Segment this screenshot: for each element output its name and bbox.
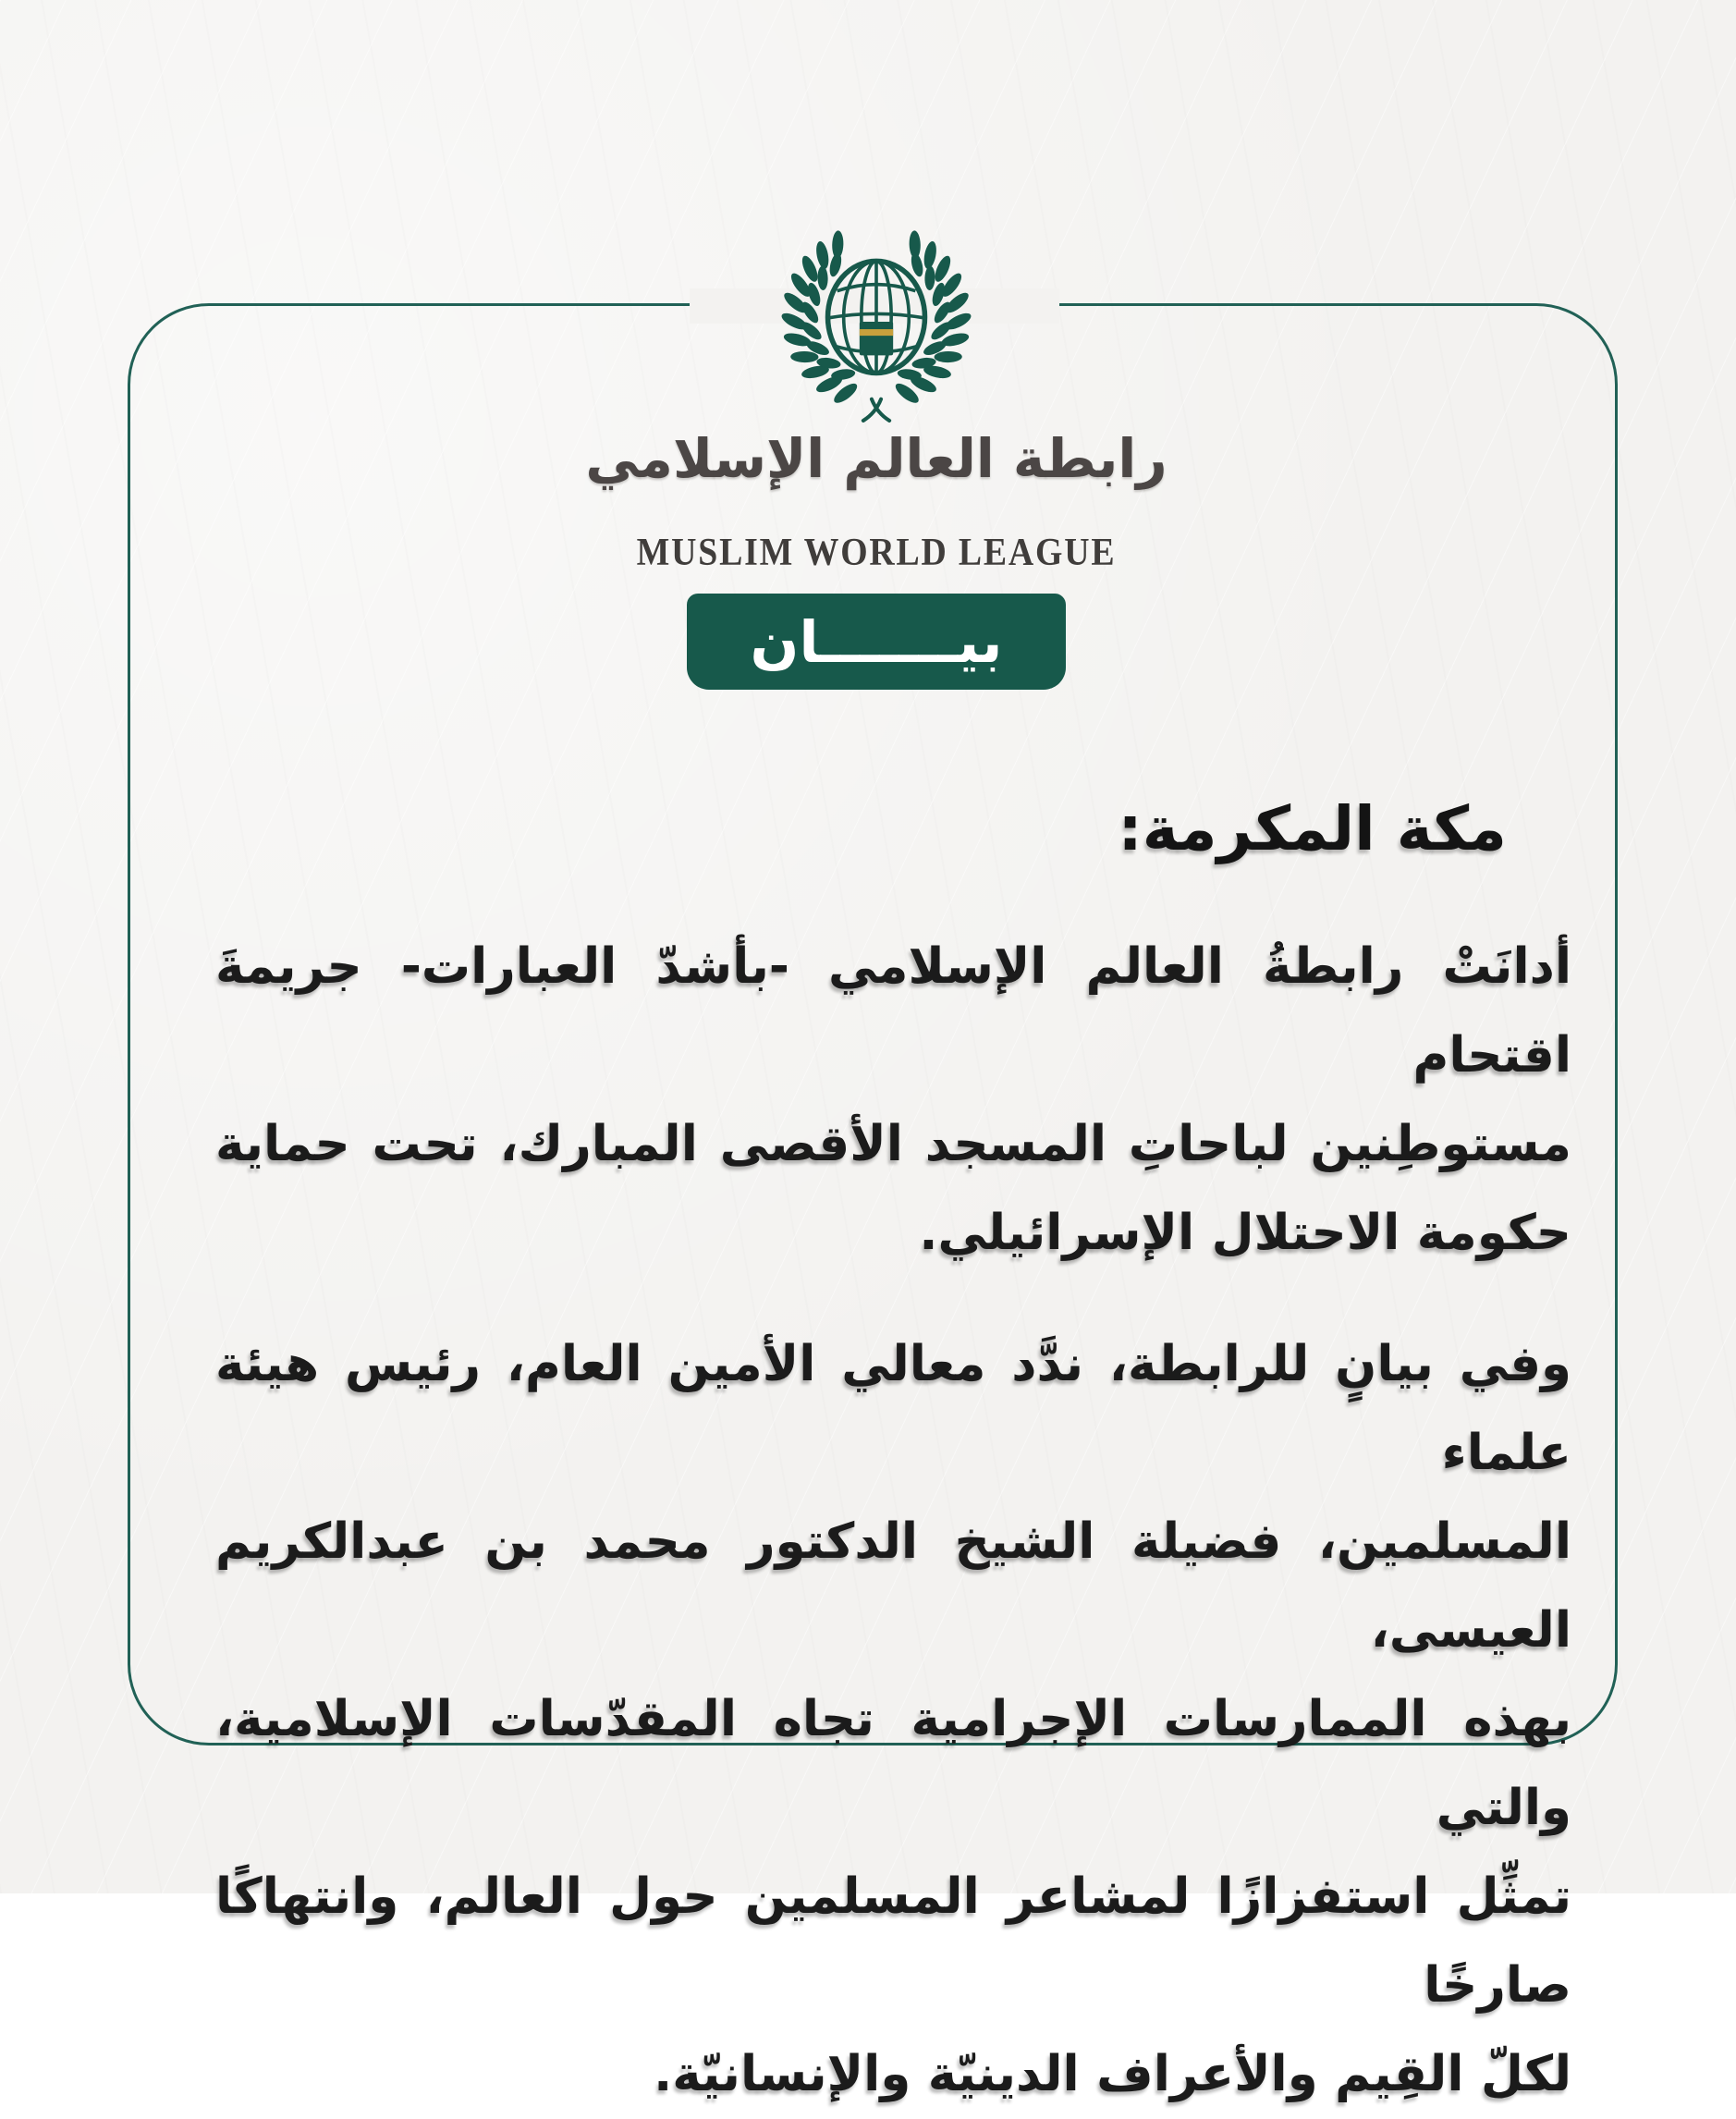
paragraph-line: مستوطِنين لباحاتِ المسجد الأقصى المبارك، تحت حماية [215,1116,1571,1172]
logo-latin-name: MUSLIM WORLD LEAGUE [636,532,1117,574]
city-heading: مكة المكرمة: [1118,793,1507,864]
paragraph-line: بهذه الممارسات الإجرامية تجاه المقدّسات الإسلامية، والتي [215,1691,1571,1836]
statement-paragraph [215,1320,1571,2119]
statement-banner [687,594,1066,690]
globe-icon [828,261,925,373]
paragraph-line: أدانَتْ رابطةُ العالم الإسلامي -بأشدّ العبارات- جريمةَ اقتحام [215,938,1571,1084]
banner-label: بيـــــــان [750,607,1003,676]
logo-arabic-calligraphy: رابطة العالم الإسلامي [585,427,1168,490]
paragraph-line: المسلمين، فضيلة الشيخ الدكتور محمد بن عبدالكريم العيسى، [215,1513,1571,1659]
paragraph-line: وفي بيانٍ للرابطة، ندَّد معالي الأمين العام، رئيس هيئة علماء [215,1336,1571,1481]
statement-paragraph [215,923,1571,1278]
kaaba-icon [860,322,893,355]
paragraph-line: تمثِّل استفزازًا لمشاعر المسلمين حول العالم، وانتهاكًا صارخًا [215,1868,1571,2014]
wreath-crossed-stems [863,399,889,421]
paragraph-line: لكلّ القِيم والأعراف الدينيّة والإنسانيّة. [654,2046,1571,2102]
laurel-wreath-globe-icon [783,222,970,423]
statement-body [215,788,1571,2119]
paragraph-line: حكومة الاحتلال الإسرائيلي. [919,1205,1571,1261]
